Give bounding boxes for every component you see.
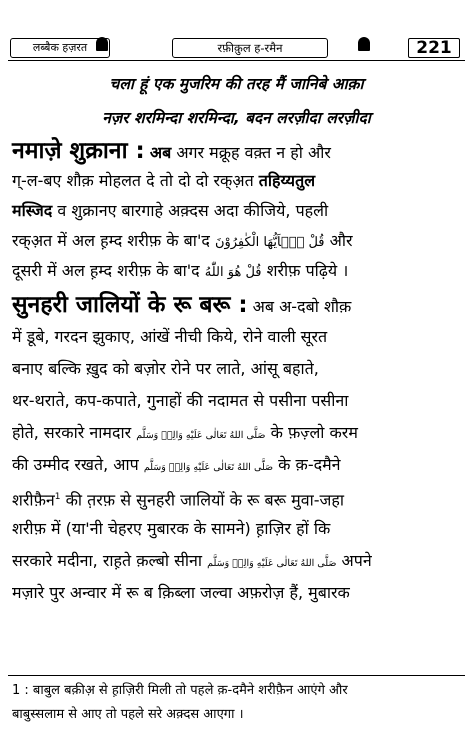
body-text: होते, सरकारे नामदार	[12, 423, 132, 442]
body-line-15: मज़ारे पुर अन्वार में रू ब क़िब्ला जल्वा अफ़रोज़ हैं, मुबारक	[12, 583, 350, 602]
body-line-9: थर-थराते, कप-कपाते, गुनाहों की नदामत से पसीना पसीना	[12, 391, 349, 410]
body-text: के क़-दमैने	[278, 455, 341, 474]
body-text: अब	[149, 143, 172, 162]
body-line-5	[12, 256, 461, 286]
body-line-13: शरीफ़ में (या'नी चेहरए मुबारक के सामने) ह़ाज़िर हों कि	[12, 519, 331, 538]
footnote-divider	[8, 675, 465, 676]
section-heading-namaz: नमाज़े शुक्राना :	[12, 138, 145, 164]
dome-icon	[96, 37, 108, 51]
body-line-14	[12, 546, 461, 576]
body-text: रक्अ़त में अल ह़म्द शरीफ़ के बा'द	[12, 231, 210, 250]
page-number-box	[408, 38, 460, 58]
body-text: मस्जिद	[12, 201, 53, 220]
body-line-8: बनाए बल्कि ख़ुद को बज़ोर रोने पर लाते, आंसू बहाते,	[12, 359, 319, 378]
body-text: की उम्मीद रखते, आप	[12, 455, 139, 474]
body-line-11	[12, 450, 461, 480]
body-line-2	[12, 166, 461, 196]
book-title: रफ़ीक़ुल ह-रमैन	[217, 41, 283, 55]
body-text: और	[329, 231, 353, 250]
page-number: 221	[416, 38, 452, 58]
footnote-marker: 1	[54, 492, 61, 502]
verse-line-2: नज़र शरमिन्दा शरमिन्दा, बदन लरज़ीदा लरज़ीदा	[102, 109, 371, 127]
arabic-surah-kafirun: قُلْ يٰۤاَيُّهَا الْكٰفِرُوْنَ	[214, 235, 325, 250]
body-line-4	[12, 226, 461, 256]
body-line-1	[12, 136, 461, 166]
body-text: दूसरी में अल ह़म्द शरीफ़ के बा'द	[12, 261, 200, 280]
body-text: अपने	[341, 551, 372, 570]
section-heading-jaliyan: सुनहरी जालियों के रू बरू :	[12, 292, 248, 318]
salawat-text: صَلَّى اللهُ تَعَالٰى عَلَيْهِ وَالِهٖ وَسَلَّم	[136, 430, 266, 441]
body-text: की त़रफ़ से सुनहरी जालियों के रू बरू मुवा-जहा	[65, 490, 345, 510]
body-line-3	[12, 196, 461, 226]
body-text: ग्-ल-बए शौक़ मोहलत दे तो दो दो रक्अ़त	[12, 171, 254, 190]
dome-icon	[358, 37, 370, 51]
body-text: व शुक्रानए बारगाहे अक़्दस अदा कीजिये, पहली	[57, 201, 329, 220]
page-header	[8, 36, 465, 61]
footnote-line-1: 1 : बाबुल बक़ीअ़ से ह़ाज़िरी मिली तो पहले क़-दमैने शरीफ़ैन आएंगे और	[12, 683, 348, 698]
body-text: शरीफ़ैन	[12, 490, 55, 510]
body-line-12	[12, 482, 461, 512]
body-text: शरीफ़ पढ़िये ।	[266, 261, 349, 280]
header-tab-left-label: लब्बैक हज़रत	[32, 41, 88, 54]
body-line-6	[12, 290, 461, 320]
arabic-surah-ikhlas: قُلْ هُوَ اللّٰهُ	[204, 265, 262, 280]
salawat-text: صَلَّى اللهُ تَعَالٰى عَلَيْهِ وَالِهٖ وَسَلَّم	[207, 558, 337, 569]
header-tab-left	[10, 38, 110, 58]
body-text: तहिय्यतुल	[258, 171, 316, 190]
body-text: के फ़ज़्लो करम	[270, 423, 358, 442]
body-text: सरकारे मदीना, राह़ते क़ल्बो सीना	[12, 551, 203, 570]
body-text: अब अ-दबो शौक़	[252, 297, 352, 316]
book-title-box	[172, 38, 328, 58]
footnote-line-2: बाबुस्सलाम से आए तो पहले सरे अक़्दस आएगा ।	[12, 707, 244, 722]
body-text: अगर मक्रूह वक़्त न हो और	[176, 143, 331, 162]
salawat-text: صَلَّى اللهُ تَعَالٰى عَلَيْهِ وَالِهٖ وَسَلَّم	[143, 462, 274, 473]
body-line-7: में डूबे, गरदन झुकाए, आंखें नीची किये, रोने वाली सूरत	[12, 327, 328, 346]
verse-line-1: चला हूं एक मुजरिम की तरह मैं जानिबे आक़ा	[109, 75, 364, 93]
body-line-10	[12, 418, 461, 448]
